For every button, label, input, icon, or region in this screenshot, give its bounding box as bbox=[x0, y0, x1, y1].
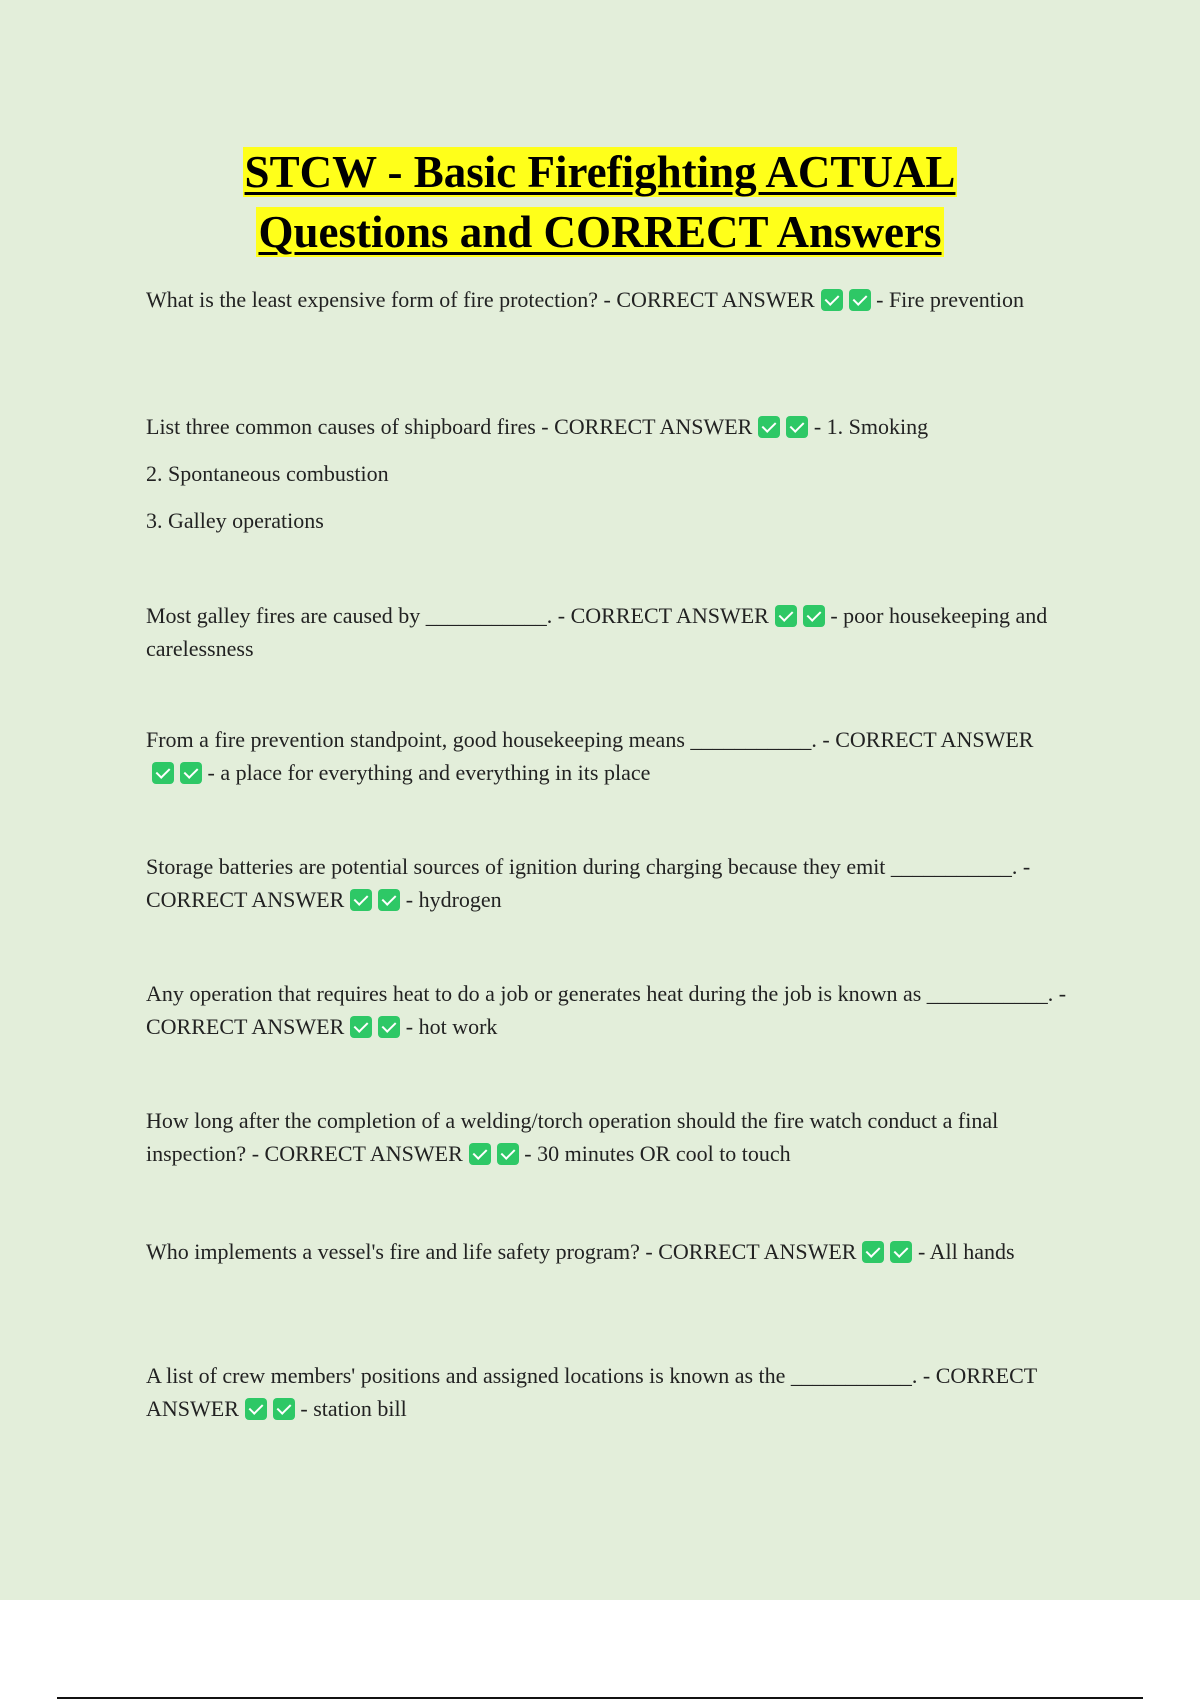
check-mark-icon bbox=[890, 1241, 912, 1263]
check-mark-icon bbox=[758, 416, 780, 438]
question-text: Most galley fires are caused by ___________. - CORRECT ANSWER bbox=[146, 603, 769, 628]
qa-item-2 bbox=[146, 410, 1086, 537]
question-text: Who implements a vessel's fire and life safety program? - CORRECT ANSWER bbox=[146, 1239, 857, 1264]
answer-text: - hydrogen bbox=[405, 887, 502, 912]
answer-text: - hot work bbox=[405, 1014, 498, 1039]
check-mark-icon bbox=[803, 605, 825, 627]
qa-item-7 bbox=[146, 1104, 1086, 1170]
qa-item-9 bbox=[146, 1359, 1086, 1425]
answer-text: - All hands bbox=[917, 1239, 1015, 1264]
question-text: Any operation that requires heat to do a job or generates heat during the job is known as ___________. - CORRECT ANSWER bbox=[146, 981, 1067, 1039]
check-mark-icon bbox=[152, 762, 174, 784]
answer-text: - 30 minutes OR cool to touch bbox=[524, 1141, 791, 1166]
check-mark-icon bbox=[775, 605, 797, 627]
check-mark-icon bbox=[378, 889, 400, 911]
answer-text: - 1. Smoking bbox=[813, 414, 929, 439]
check-mark-icon bbox=[497, 1143, 519, 1165]
qa-item-6 bbox=[146, 977, 1086, 1043]
question-text: A list of crew members' positions and assigned locations is known as the ___________. - CORRECT ANSWER bbox=[146, 1363, 1037, 1421]
answer-text: - poor housekeeping and carelessness bbox=[146, 603, 1048, 661]
question-text: From a fire prevention standpoint, good housekeeping means ___________. - CORRECT ANSWER bbox=[146, 727, 1034, 752]
check-mark-icon bbox=[849, 289, 871, 311]
title-line-2: Questions and CORRECT Answers bbox=[258, 207, 942, 257]
check-mark-icon bbox=[821, 289, 843, 311]
check-mark-icon bbox=[350, 889, 372, 911]
check-mark-icon bbox=[273, 1398, 295, 1420]
answer-line: 3. Galley operations bbox=[146, 508, 324, 533]
title-line-1: STCW - Basic Firefighting ACTUAL bbox=[244, 147, 956, 197]
document-title bbox=[0, 142, 1200, 262]
answer-text: - station bill bbox=[300, 1396, 407, 1421]
qa-item-3 bbox=[146, 599, 1086, 665]
check-mark-icon bbox=[786, 416, 808, 438]
qa-item-1 bbox=[146, 283, 1086, 316]
footer-rule bbox=[57, 1697, 1143, 1699]
question-text: What is the least expensive form of fire protection? - CORRECT ANSWER bbox=[146, 287, 815, 312]
check-mark-icon bbox=[469, 1143, 491, 1165]
check-mark-icon bbox=[862, 1241, 884, 1263]
check-mark-icon bbox=[350, 1016, 372, 1038]
answer-text: - a place for everything and everything in its place bbox=[207, 760, 651, 785]
check-mark-icon bbox=[245, 1398, 267, 1420]
qa-item-5 bbox=[146, 850, 1086, 916]
qa-item-4 bbox=[146, 723, 1086, 789]
question-text: Storage batteries are potential sources of ignition during charging because they emit ___________. - CORRECT ANSWER bbox=[146, 854, 1031, 912]
qa-item-8 bbox=[146, 1235, 1086, 1268]
answer-line: 2. Spontaneous combustion bbox=[146, 461, 389, 486]
question-text: List three common causes of shipboard fires - CORRECT ANSWER bbox=[146, 414, 753, 439]
check-mark-icon bbox=[378, 1016, 400, 1038]
check-mark-icon bbox=[180, 762, 202, 784]
answer-text: - Fire prevention bbox=[876, 287, 1024, 312]
question-text: How long after the completion of a welding/torch operation should the fire watch conduct a final inspection? - CORRECT ANSWER bbox=[146, 1108, 999, 1166]
